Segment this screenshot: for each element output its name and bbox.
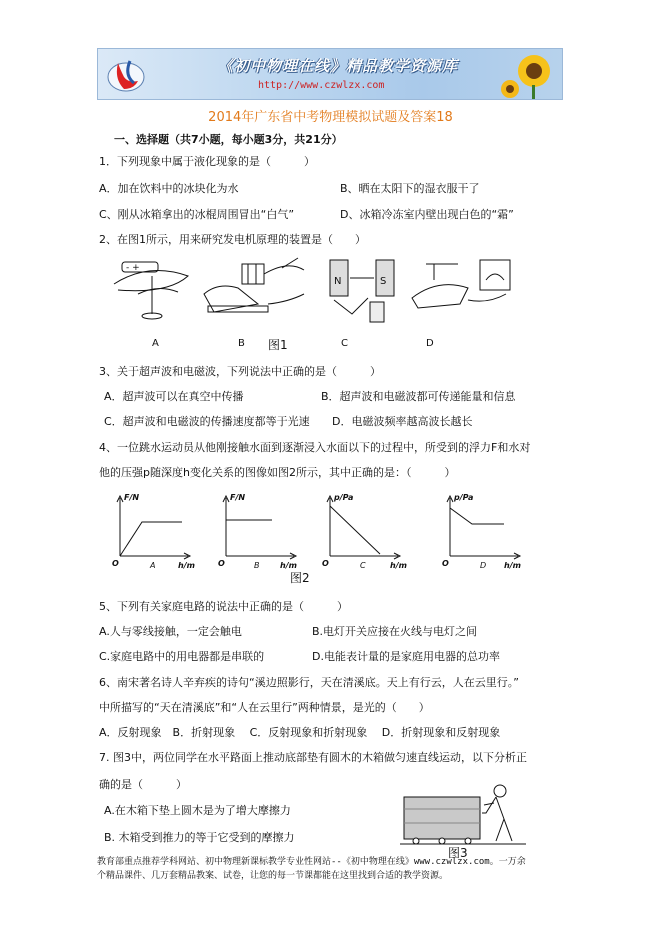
fig1-label-a: A <box>152 338 159 349</box>
fig1-label-b: B <box>238 338 245 349</box>
graph-c <box>327 496 400 559</box>
figure1-apparatus <box>108 254 528 332</box>
graph-c-curve <box>330 506 380 554</box>
figure2-graphs <box>108 488 528 570</box>
graph-b-ylabel: F/N <box>230 493 246 502</box>
graph-d-curve <box>450 508 504 524</box>
graph-d-letter: D <box>480 561 487 570</box>
q3-option-d: D．电磁波频率越高波长越长 <box>332 415 473 428</box>
graph-a-ylabel: F/N <box>124 493 140 502</box>
graph-a-curve <box>120 522 182 556</box>
footer-note <box>97 855 567 883</box>
q5-option-d: D.电能表计量的是家庭用电器的总功率 <box>312 650 500 663</box>
figure3-caption: 图3 <box>448 846 468 860</box>
q2-stem: 2、在图1所示，用来研究发电机原理的装置是（ ） <box>99 233 366 246</box>
q3-option-b: B．超声波和电磁波都可传递能量和信息 <box>321 390 516 403</box>
footer-line2: 个精品课件、几万套精品教案、试卷，让您的每一节课都能在这里找到合适的教学资源。 <box>97 871 449 881</box>
graph-d <box>447 496 520 559</box>
banner-title: 《初中物理在线》精品教学资源库 <box>218 57 459 75</box>
svg-text:- +: - + <box>126 263 140 273</box>
q6-line1: 6、南宋著名诗人辛弃疾的诗句“溪边照影行，天在清溪底。天上有行云，人在云里行。” <box>99 676 519 689</box>
document-title: 2014年广东省中考物理模拟试题及答案18 <box>208 110 453 125</box>
q5-option-a: A.人与零线接触，一定会触电 <box>99 625 242 638</box>
graph-d-xlabel: h/m <box>504 561 521 570</box>
q1-option-c: C、刚从冰箱拿出的冰棍周围冒出“白气” <box>99 208 295 221</box>
header-banner <box>97 48 563 100</box>
q7-line2: 确的是（ ） <box>99 778 187 791</box>
q5-stem: 5、下列有关家庭电路的说法中正确的是（ ） <box>99 600 348 613</box>
q7-option-a: A.在木箱下垫上圆木是为了增大摩擦力 <box>104 804 291 817</box>
svg-text:N: N <box>334 276 342 287</box>
graph-a-xlabel: h/m <box>178 561 195 570</box>
graph-a-origin: O <box>112 559 119 568</box>
graph-c-ylabel: p/Pa <box>334 493 354 502</box>
graph-d-ylabel: p/Pa <box>454 493 474 502</box>
graph-b-letter: B <box>254 561 260 570</box>
logo-icon <box>104 53 148 95</box>
section-heading: 一、选择题（共7小题，每小题3分，共21分） <box>114 133 343 146</box>
sunflower-icon <box>498 49 562 99</box>
q1-option-d: D、冰箱冷冻室内壁出现白色的“霜” <box>340 208 514 221</box>
graph-a-letter: A <box>150 561 156 570</box>
apparatus-c-icon <box>330 260 394 322</box>
fig1-label-c: C <box>341 338 348 349</box>
q1-option-a: A．加在饮料中的冰块化为水 <box>99 182 239 195</box>
q7-option-b: B. 木箱受到推力的等于它受到的摩擦力 <box>104 831 295 844</box>
graph-b-xlabel: h/m <box>280 561 297 570</box>
graph-c-origin: O <box>322 559 329 568</box>
q6-line2: 中所描写的“天在清溪底”和“人在云里行”两种情景，是光的（ ） <box>99 701 430 714</box>
graph-b-origin: O <box>218 559 225 568</box>
graph-d-origin: O <box>442 559 449 568</box>
q4-line1: 4、一位跳水运动员从他刚接触水面到逐渐浸入水面以下的过程中，所受到的浮力F和水对 <box>99 441 531 454</box>
graph-a <box>117 496 190 559</box>
banner-url[interactable]: http://www.czwlzx.com <box>258 80 385 91</box>
graph-b <box>223 496 296 559</box>
graph-c-letter: C <box>360 561 366 570</box>
figure1-caption: 图1 <box>268 338 288 352</box>
q5-option-c: C.家庭电路中的用电器都是串联的 <box>99 650 265 663</box>
q3-option-a: A．超声波可以在真空中传播 <box>104 390 244 403</box>
q3-stem: 3、关于超声波和电磁波，下列说法中正确的是（ ） <box>99 365 381 378</box>
figure3-pushing-box-icon <box>400 783 530 847</box>
footer-line1: 教育部重点推荐学科网站、初中物理新课标教学专业性网站--《初中物理在线》www.czwlzx.com。一万余 <box>97 857 526 867</box>
q4-line2: 他的压强p随深度h变化关系的图像如图2所示，其中正确的是：（ ） <box>99 466 456 479</box>
q7-line1: 7. 图3中，两位同学在水平路面上推动底部垫有圆木的木箱做匀速直线运动，以下分析正 <box>99 751 527 764</box>
q3-option-c: C．超声波和电磁波的传播速度都等于光速 <box>104 415 310 428</box>
q6-options: A．反射现象 B．折射现象 C．反射现象和折射现象 D．折射现象和反射现象 <box>99 726 501 739</box>
q1-stem: 1．下列现象中属于液化现象的是（ ） <box>99 155 315 168</box>
svg-text:S: S <box>380 276 387 287</box>
apparatus-d-icon <box>412 260 510 308</box>
apparatus-a-icon <box>114 262 188 319</box>
apparatus-b-icon <box>204 258 304 312</box>
fig1-label-d: D <box>426 338 434 349</box>
figure2-caption: 图2 <box>290 571 310 585</box>
graph-c-xlabel: h/m <box>390 561 407 570</box>
q5-option-b: B.电灯开关应接在火线与电灯之间 <box>312 625 478 638</box>
q1-option-b: B、晒在太阳下的湿衣服干了 <box>340 182 480 195</box>
